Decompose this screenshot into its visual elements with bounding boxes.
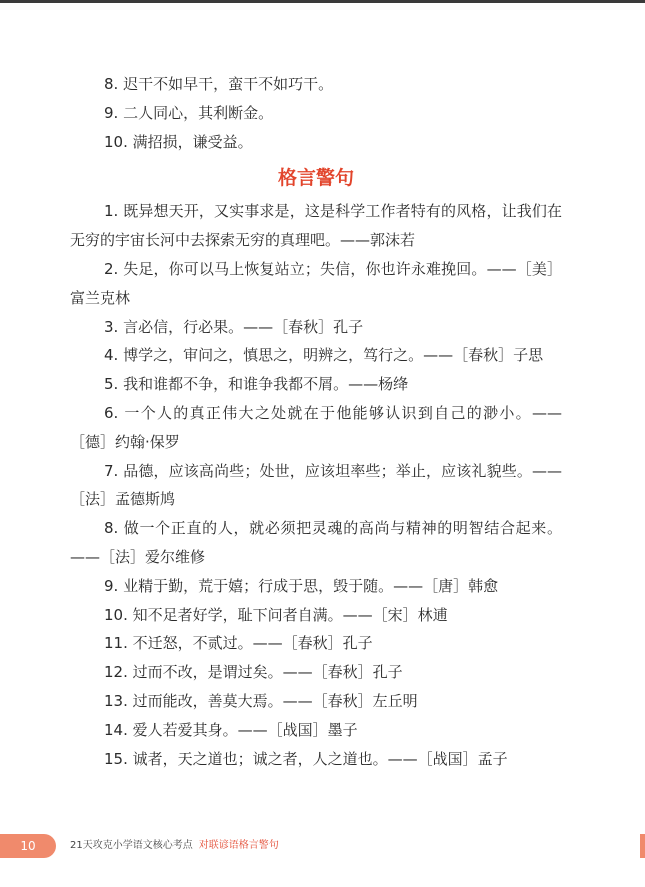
book-title: 21天攻克小学语文核心考点: [70, 840, 193, 851]
quote-item: 13. 过而能改，善莫大焉。——［春秋］左丘明: [104, 691, 418, 710]
quote-item: 12. 过而不改，是谓过矣。——［春秋］孔子: [104, 663, 403, 682]
list-item: 9. 二人同心，其利断金。: [104, 103, 274, 122]
list-item: 10. 满招损，谦受益。: [104, 132, 253, 151]
list-item: 8. 迟干不如早干，蛮干不如巧干。: [104, 75, 334, 93]
quote-item: 5. 我和谁都不争，和谁争我都不屑。——杨绛: [104, 375, 409, 394]
quote-item: 11. 不迁怒，不贰过。——［春秋］孔子: [104, 634, 373, 653]
page-number-badge: 10: [0, 834, 56, 858]
section-name: 对联谚语格言警句: [198, 840, 279, 851]
page-content: [70, 70, 562, 773]
top-rule: [0, 0, 645, 3]
quote-item: 1. 既异想天开，又实事求是，这是科学工作者特有的风格，让我们在无穷的宇宙长河中去探索无穷的真理吧。——郭沫若: [70, 202, 562, 250]
quote-item: 10. 知不足者好学，耻下问者自满。——［宋］林逋: [104, 605, 448, 624]
quote-item: 3. 言必信，行必果。——［春秋］孔子: [104, 317, 364, 336]
quote-item: 9. 业精于勤，荒于嬉；行成于思，毁于随。——［唐］韩愈: [104, 576, 499, 595]
quote-item: 6. 一个人的真正伟大之处就在于他能够认识到自己的渺小。——［德］约翰·保罗: [70, 403, 562, 451]
quote-item: 7. 品德，应该高尚些；处世，应该坦率些；举止，应该礼貌些。——［法］孟德斯鸠: [70, 461, 562, 509]
quote-item: 2. 失足，你可以马上恢复站立；失信，你也许永难挽回。——［美］富兰克林: [70, 259, 562, 307]
quote-item: 14. 爱人若爱其身。——［战国］墨子: [104, 720, 358, 739]
page-footer: [0, 834, 645, 858]
quote-item: 8. 做一个正直的人，就必须把灵魂的高尚与精神的明智结合起来。——［法］爱尔维修: [70, 519, 562, 566]
footer-caption: [70, 834, 279, 858]
edge-tab: [640, 834, 645, 858]
section-title: 格言警句: [277, 167, 354, 190]
quote-item: 4. 博学之，审问之，慎思之，明辨之，笃行之。——［春秋］子思: [104, 346, 544, 365]
quote-item: 15. 诚者，天之道也；诚之者，人之道也。——［战国］孟子: [104, 749, 508, 768]
